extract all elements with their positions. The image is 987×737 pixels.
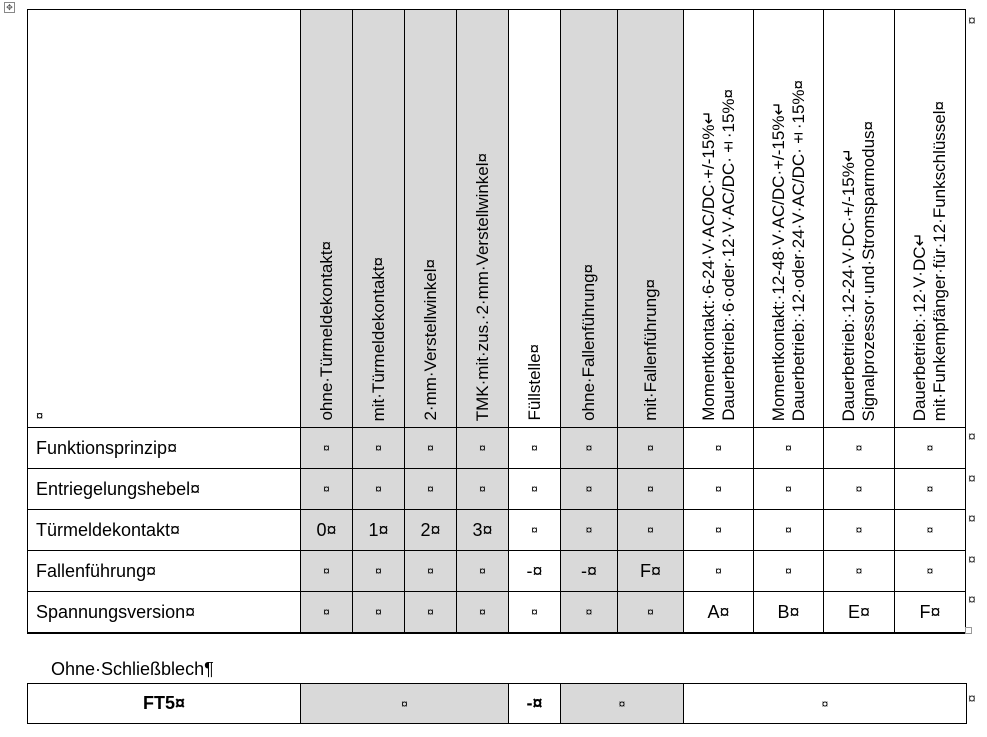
table-end-marker bbox=[965, 627, 972, 634]
table-move-handle-icon[interactable]: ✥ bbox=[4, 2, 15, 13]
header-row bbox=[28, 10, 966, 428]
table-cell: ¤ bbox=[561, 428, 618, 469]
column-header bbox=[457, 10, 509, 428]
table-row bbox=[28, 551, 966, 592]
column-header bbox=[824, 10, 895, 428]
column-header-line: TMK·mit·zus.·2·mm·Verstellwinkel¤ bbox=[472, 152, 492, 421]
table-cell: ¤ bbox=[618, 469, 684, 510]
table-cell: ¤ bbox=[457, 592, 509, 634]
table-cell: ¤ bbox=[561, 592, 618, 634]
header-corner: ¤ bbox=[28, 10, 301, 428]
table-cell: ¤ bbox=[457, 428, 509, 469]
column-header-label bbox=[421, 259, 441, 421]
row-label: Türmeldekontakt¤ bbox=[28, 510, 301, 551]
ft5-cell: ¤ bbox=[684, 684, 967, 724]
column-header bbox=[895, 10, 966, 428]
table-row bbox=[28, 510, 966, 551]
table-cell: ¤ bbox=[509, 469, 561, 510]
row-label: Entriegelungshebel¤ bbox=[28, 469, 301, 510]
column-header-label bbox=[369, 257, 389, 421]
table-cell: ¤ bbox=[684, 428, 754, 469]
table-cell: ¤ bbox=[684, 551, 754, 592]
row-end-mark: ¤ bbox=[968, 428, 976, 444]
table-cell: 3¤ bbox=[457, 510, 509, 551]
column-header-line: 2·mm·Verstellwinkel¤ bbox=[420, 259, 440, 421]
section-label: Ohne·Schließblech¶ bbox=[51, 659, 214, 679]
table-cell: ¤ bbox=[895, 428, 966, 469]
row-end-mark: ¤ bbox=[968, 551, 976, 567]
table-cell: ¤ bbox=[509, 510, 561, 551]
table-cell: ¤ bbox=[824, 469, 895, 510]
table-cell: ¤ bbox=[457, 551, 509, 592]
table-cell: ¤ bbox=[353, 592, 405, 634]
table-cell: ¤ bbox=[824, 428, 895, 469]
table-cell: ¤ bbox=[457, 469, 509, 510]
table-cell: F¤ bbox=[895, 592, 966, 634]
column-header-line: Dauerbetrieb:·12-24·V·DC·+/-15%↵ bbox=[839, 147, 858, 421]
table-row bbox=[28, 592, 966, 634]
table-cell: ¤ bbox=[895, 469, 966, 510]
table-cell: ¤ bbox=[561, 510, 618, 551]
column-header-line: Momentkontakt:·12-48·V·AC/DC·+/-15%↵ bbox=[768, 101, 788, 421]
row-end-mark: ¤ bbox=[968, 470, 976, 486]
column-header-line: mit·Funkempfänger·für·12·Funkschlüssel¤ bbox=[930, 100, 949, 421]
table-cell: ¤ bbox=[509, 428, 561, 469]
table-cell: ¤ bbox=[754, 428, 824, 469]
table-cell: ¤ bbox=[353, 551, 405, 592]
ft5-label: FT5¤ bbox=[28, 684, 301, 724]
table-cell: ¤ bbox=[824, 510, 895, 551]
table-cell: A¤ bbox=[684, 592, 754, 634]
table-cell: 2¤ bbox=[405, 510, 457, 551]
product-matrix-table bbox=[27, 9, 966, 634]
column-header-line: Dauerbetrieb:·12·oder·24·V·AC/DC·±·15%¤ bbox=[788, 79, 808, 421]
column-header bbox=[353, 10, 405, 428]
table-cell: ¤ bbox=[895, 551, 966, 592]
table-cell: ¤ bbox=[561, 469, 618, 510]
table-row bbox=[28, 469, 966, 510]
column-header bbox=[301, 10, 353, 428]
column-header-label bbox=[473, 153, 493, 421]
column-header-line: ohne·Türmeldekontakt¤ bbox=[316, 241, 336, 421]
ft5-cell: ¤ bbox=[561, 684, 684, 724]
table-cell: ¤ bbox=[895, 510, 966, 551]
table-cell: ¤ bbox=[618, 592, 684, 634]
column-header-line: Füllstelle¤ bbox=[524, 344, 544, 421]
table-cell: ¤ bbox=[405, 592, 457, 634]
table-cell: ¤ bbox=[353, 469, 405, 510]
row-end-mark: ¤ bbox=[968, 591, 976, 607]
table-cell: B¤ bbox=[754, 592, 824, 634]
table-cell: ¤ bbox=[754, 469, 824, 510]
table-cell: F¤ bbox=[618, 551, 684, 592]
row-label: Funktionsprinzip¤ bbox=[28, 428, 301, 469]
table-cell: -¤ bbox=[561, 551, 618, 592]
column-header-label bbox=[910, 101, 950, 421]
column-header bbox=[509, 10, 561, 428]
column-header-line: Dauerbetrieb:·12·V·DC↵ bbox=[910, 231, 929, 421]
table-cell: ¤ bbox=[301, 428, 353, 469]
table-cell: 0¤ bbox=[301, 510, 353, 551]
table-cell: ¤ bbox=[754, 551, 824, 592]
column-header bbox=[561, 10, 618, 428]
table-cell: ¤ bbox=[301, 551, 353, 592]
table-cell: ¤ bbox=[684, 510, 754, 551]
column-header-line: Dauerbetrieb:·6·oder·12·V·AC/DC·±·15%¤ bbox=[718, 89, 738, 421]
table-cell: ¤ bbox=[618, 510, 684, 551]
table-row bbox=[28, 428, 966, 469]
column-header-label bbox=[579, 264, 599, 421]
table-cell: ¤ bbox=[618, 428, 684, 469]
column-header-line: ohne·Fallenführung¤ bbox=[579, 264, 598, 421]
row-label: Fallenführung¤ bbox=[28, 551, 301, 592]
column-header-line: mit·Fallenführung¤ bbox=[640, 279, 660, 421]
table-cell: ¤ bbox=[405, 551, 457, 592]
table-cell: -¤ bbox=[509, 551, 561, 592]
row-end-mark: ¤ bbox=[968, 510, 976, 526]
table-cell: 1¤ bbox=[353, 510, 405, 551]
table-cell: ¤ bbox=[754, 510, 824, 551]
table-cell: ¤ bbox=[353, 428, 405, 469]
column-header-line: mit·Türmeldekontakt¤ bbox=[368, 256, 388, 421]
ft5-cell: ¤ bbox=[301, 684, 509, 724]
table-cell: E¤ bbox=[824, 592, 895, 634]
table-cell: ¤ bbox=[684, 469, 754, 510]
column-header bbox=[618, 10, 684, 428]
table-cell: ¤ bbox=[509, 592, 561, 634]
row-end-mark: ¤ bbox=[968, 690, 976, 706]
row-label: Spannungsversion¤ bbox=[28, 592, 301, 634]
column-header-label bbox=[769, 80, 809, 421]
column-header bbox=[684, 10, 754, 428]
table-cell: ¤ bbox=[405, 428, 457, 469]
column-header bbox=[754, 10, 824, 428]
column-header-line: Momentkontakt:·6-24·V·AC/DC·+/-15%↵ bbox=[698, 110, 718, 421]
ft5-table bbox=[27, 683, 967, 724]
column-header bbox=[405, 10, 457, 428]
column-header-label bbox=[699, 89, 739, 421]
column-header-label bbox=[641, 279, 661, 421]
table-cell: ¤ bbox=[824, 551, 895, 592]
column-header-line: Signalprozessor·und·Stromsparmodus¤ bbox=[859, 120, 878, 421]
column-header-label bbox=[839, 121, 879, 421]
column-header-label bbox=[317, 241, 337, 421]
table-cell: ¤ bbox=[301, 469, 353, 510]
ft5-cell: -¤ bbox=[509, 684, 561, 724]
table-cell: ¤ bbox=[405, 469, 457, 510]
ft5-row bbox=[28, 684, 967, 724]
table-cell: ¤ bbox=[301, 592, 353, 634]
row-end-mark: ¤ bbox=[968, 12, 976, 28]
column-header-label bbox=[525, 344, 545, 421]
